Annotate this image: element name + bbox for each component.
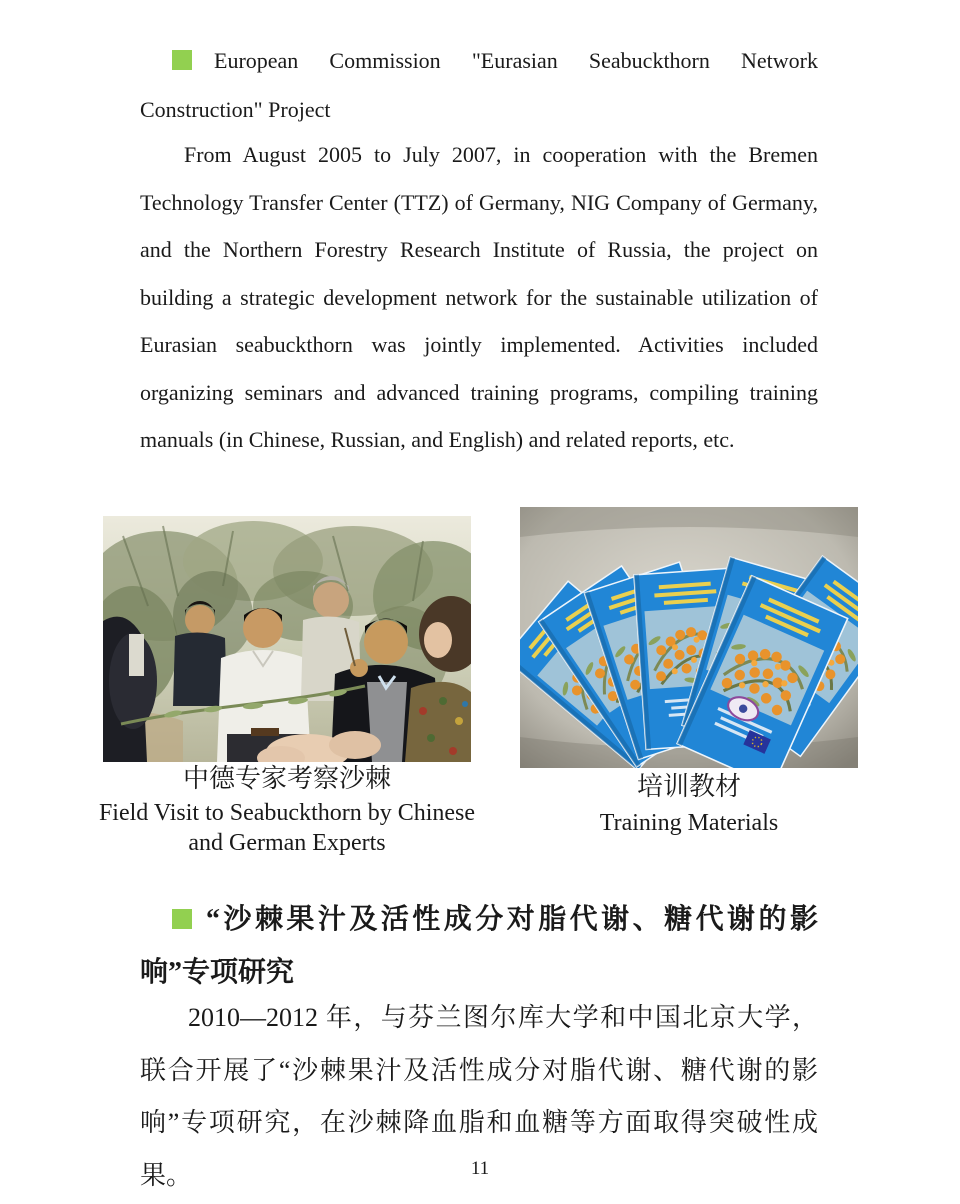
section2-paragraph: 2010—2012 年，与芬兰图尔库大学和中国北京大学，联合开展了“沙棘果汁及活性成分对脂代谢、糖代谢的影响”专项研究，在沙棘降血脂和血糖等方面取得突破性成果。 — [140, 1003, 818, 1190]
section1-paragraph: From August 2005 to July 2007, in cooperation with the Bremen Technology Transfer Center (TTZ) of Germany, NIG Company of Germany, and the Northern Forestry Research Institute of Russia, the project on building a strategic development network for the sustainable utilization of Eurasian seabuckthorn was jointly implemented. Activities included organizing seminars and advanced training programs, compiling training manuals (in Chinese, Russian, and English) and related reports, etc. — [140, 142, 818, 452]
left-caption-en: Field Visit to Seabuckthorn by Chinese and German Experts — [98, 800, 476, 856]
left-caption-zh: 中德专家考察沙棘 — [182, 764, 391, 793]
training-materials-photo-art — [520, 507, 858, 768]
section2-heading — [140, 893, 818, 999]
section-bullet-icon — [172, 50, 192, 70]
section2-heading-text: “沙棘果汁及活性成分对脂代谢、糖代谢的影响”专项研究 — [140, 904, 818, 988]
field-visit-photo-art — [103, 516, 471, 762]
section1-heading-text: European Commission "Eurasian Seabuckthorn Network Construction" Project — [140, 48, 818, 122]
right-caption-zh: 培训教材 — [636, 772, 741, 801]
field-visit-photo — [103, 516, 471, 762]
training-materials-photo — [520, 507, 858, 768]
right-caption-en: Training Materials — [599, 810, 779, 836]
section-bullet-icon — [172, 909, 192, 929]
section1-heading — [140, 36, 818, 134]
page-number: 11 — [470, 1158, 490, 1179]
